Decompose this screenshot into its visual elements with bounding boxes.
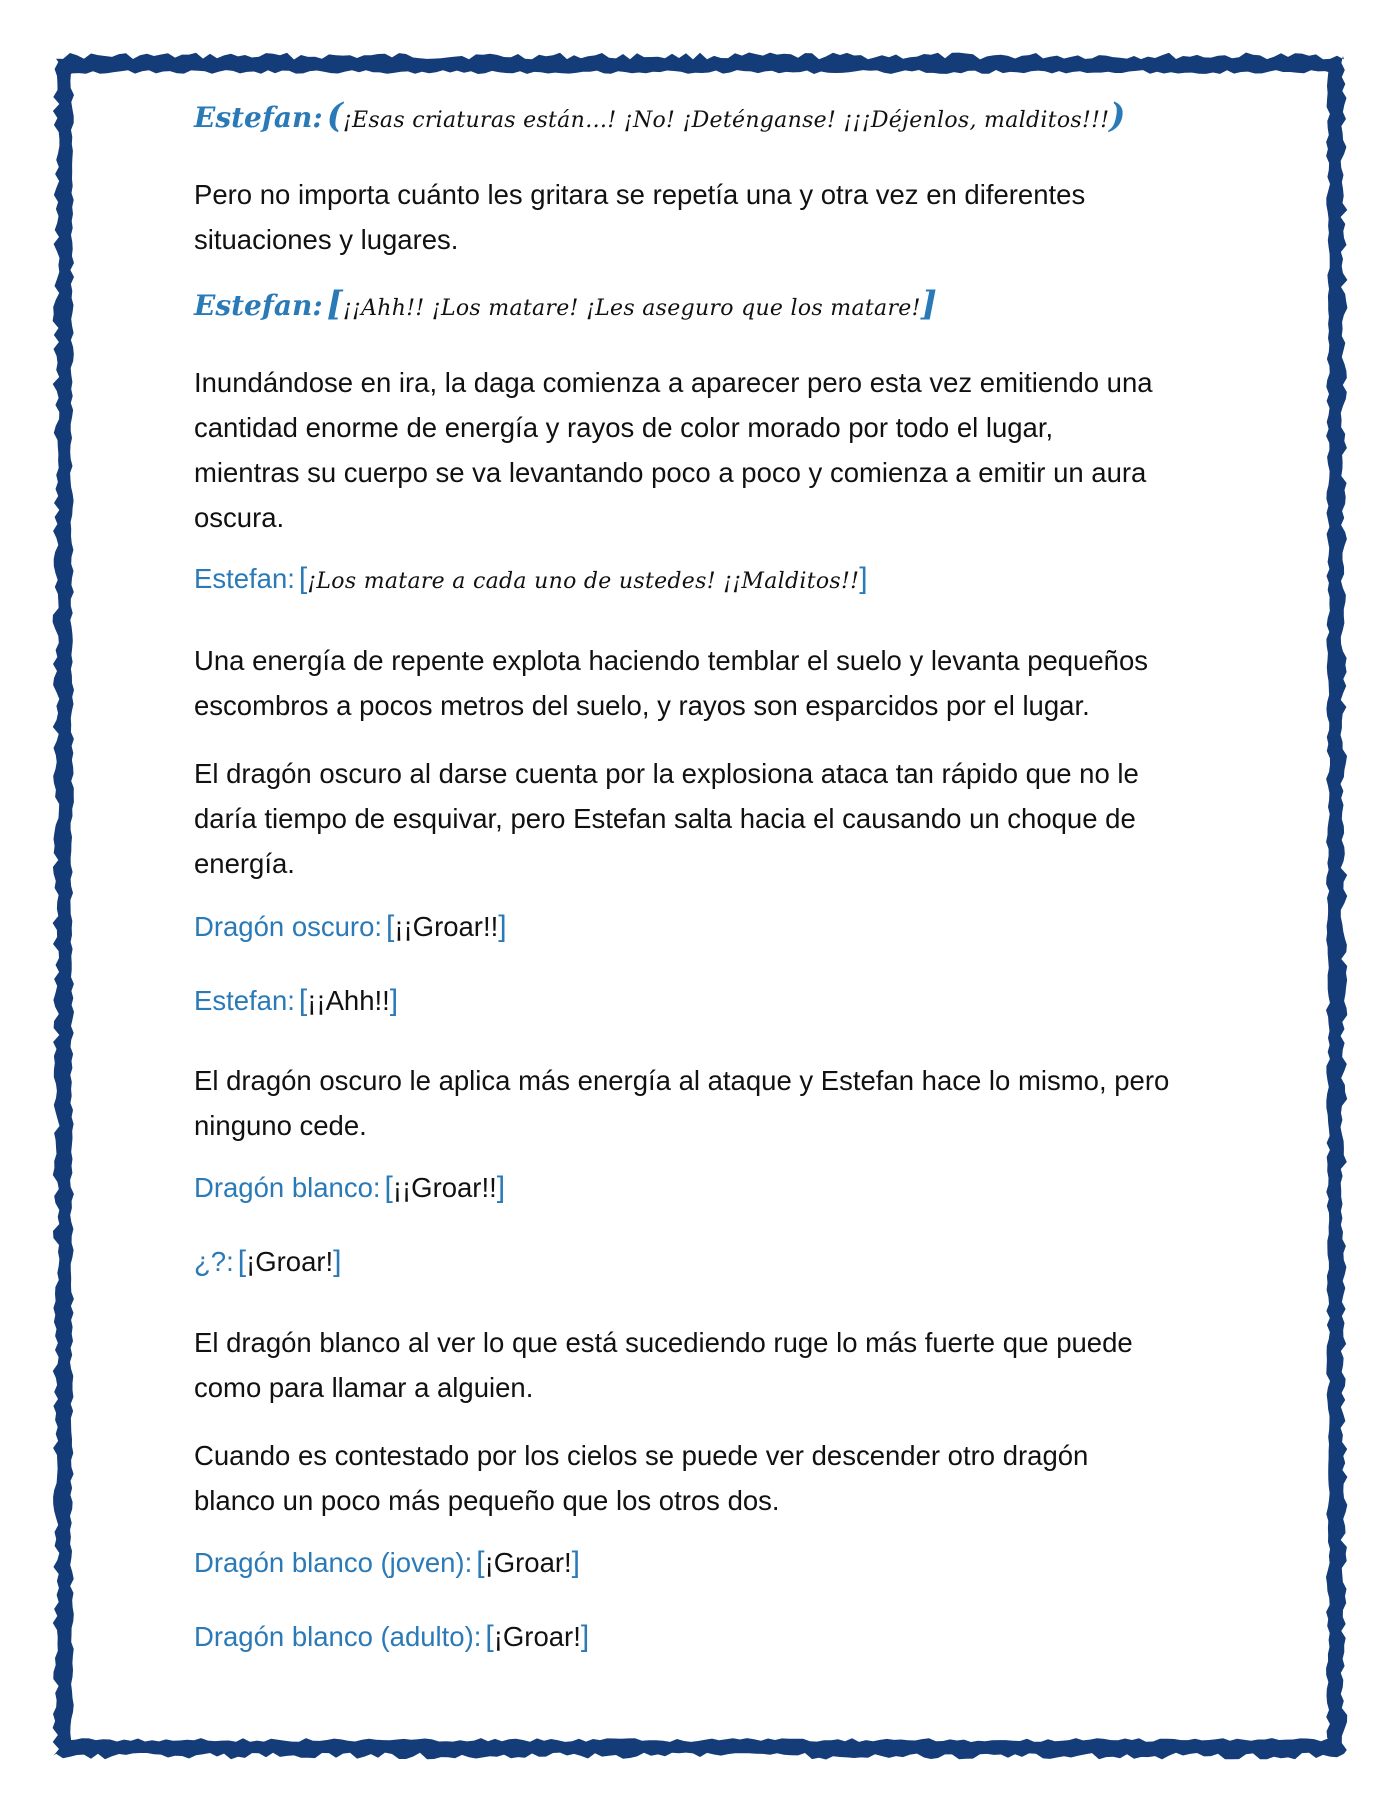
speaker-name: Dragón oscuro: (194, 911, 383, 942)
open-bracket: [ (485, 1620, 494, 1653)
paragraph-line: daría tiempo de esquivar, pero Estefan salta hacia el causando un choque de (194, 803, 1136, 834)
speech-text: ¡Groar! (493, 1621, 581, 1652)
narration-paragraph-5 (194, 1058, 1234, 1148)
paragraph-line: El dragón oscuro al darse cuenta por la explosiona ataca tan rápido que no le (194, 758, 1139, 789)
paragraph-line: cantidad enorme de energía y rayos de color morado por todo el lugar, (194, 412, 1054, 443)
open-bracket: [ (476, 1546, 485, 1579)
paragraph-line: oscura. (194, 502, 285, 533)
close-bracket: ] (859, 562, 868, 595)
speaker-name: ¿?: (194, 1246, 234, 1277)
dialogue-line-estefan-4 (194, 984, 398, 1018)
close-bracket: ] (496, 1171, 506, 1204)
speaker-name: Dragón blanco (joven): (194, 1547, 473, 1578)
speech-text: ¡¡Ahh!! (307, 985, 390, 1016)
narration-paragraph-4 (194, 751, 1234, 886)
open-bracket: [ (237, 1245, 247, 1278)
narration-paragraph-2 (194, 360, 1234, 540)
close-bracket: ] (920, 284, 937, 324)
open-bracket: [ (386, 910, 395, 943)
paragraph-line: como para llamar a alguien. (194, 1372, 534, 1403)
speech-text: ¡¡Groar!! (392, 1172, 497, 1203)
dialogue-line-dragon-blanco (194, 1171, 505, 1205)
speaker-name: Dragón blanco (adulto): (194, 1621, 482, 1652)
close-bracket: ] (580, 1620, 590, 1653)
speech-text: ¡Esas criaturas están…! ¡No! ¡Deténganse! ¡¡¡Déjenlos, malditos!!! (342, 108, 1110, 133)
open-bracket: ( (326, 96, 343, 136)
dialogue-line-estefan-2 (194, 284, 937, 324)
speaker-name: Estefan: (194, 563, 295, 594)
speech-text: ¡Los matare a cada uno de ustedes! ¡¡Malditos!! (307, 569, 860, 594)
dialogue-line-unknown (194, 1245, 342, 1279)
paragraph-line: El dragón blanco al ver lo que está sucediendo ruge lo más fuerte que puede (194, 1327, 1133, 1358)
dialogue-line-dragon-blanco-joven (194, 1546, 580, 1580)
open-bracket: [ (298, 984, 308, 1017)
narration-paragraph-7 (194, 1433, 1234, 1523)
paragraph-line: Cuando es contestado por los cielos se puede ver descender otro dragón (194, 1440, 1089, 1471)
narration-paragraph-6 (194, 1320, 1234, 1410)
speech-text: ¡Groar! (246, 1246, 334, 1277)
paragraph-line: Inundándose en ira, la daga comienza a aparecer pero esta vez emitiendo una (194, 367, 1153, 398)
speaker-name: Estefan: (194, 985, 295, 1016)
close-bracket: ] (333, 1245, 342, 1278)
close-bracket: ) (1109, 96, 1126, 136)
dialogue-line-dragon-oscuro (194, 910, 507, 944)
speaker-name: Dragón blanco: (194, 1172, 381, 1203)
narration-paragraph-3 (194, 638, 1234, 728)
dialogue-line-estefan-1 (194, 96, 1126, 136)
paragraph-line: ninguno cede. (194, 1110, 367, 1141)
dialogue-line-dragon-blanco-adulto (194, 1620, 589, 1654)
paragraph-line: Pero no importa cuánto les gritara se repetía una y otra vez en diferentes (194, 179, 1086, 210)
close-bracket: ] (498, 910, 507, 943)
open-bracket: [ (298, 562, 308, 595)
close-bracket: ] (389, 984, 399, 1017)
paragraph-line: situaciones y lugares. (194, 224, 459, 255)
speech-text: ¡Groar! (484, 1547, 572, 1578)
speaker-name: Estefan: (194, 289, 323, 322)
speaker-name: Estefan: (194, 101, 323, 134)
paragraph-line: energía. (194, 848, 295, 879)
paragraph-line: Una energía de repente explota haciendo temblar el suelo y levanta pequeños (194, 645, 1149, 676)
dialogue-line-estefan-3 (194, 562, 868, 596)
narration-paragraph-1 (194, 172, 1234, 262)
paragraph-line: mientras su cuerpo se va levantando poco a poco y comienza a emitir un aura (194, 457, 1147, 488)
close-bracket: ] (571, 1546, 580, 1579)
open-bracket: [ (326, 284, 343, 324)
paragraph-line: escombros a pocos metros del suelo, y rayos son esparcidos por el lugar. (194, 690, 1090, 721)
open-bracket: [ (384, 1171, 393, 1204)
speech-text: ¡¡Ahh!! ¡Los matare! ¡Les aseguro que los matare! (342, 296, 921, 321)
paragraph-line: blanco un poco más pequeño que los otros dos. (194, 1485, 780, 1516)
speech-text: ¡¡Groar!! (394, 911, 499, 942)
paragraph-line: El dragón oscuro le aplica más energía al ataque y Estefan hace lo mismo, pero (194, 1065, 1170, 1096)
